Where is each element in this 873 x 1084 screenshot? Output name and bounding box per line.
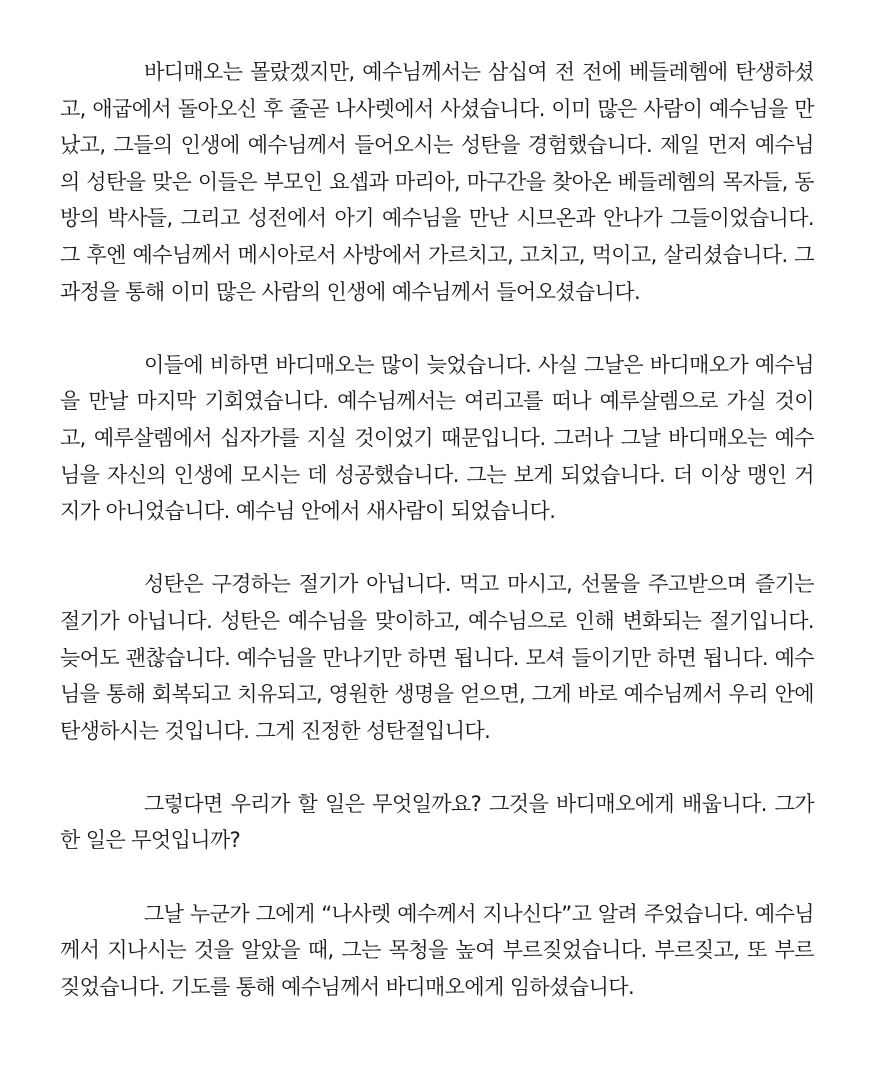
- paragraph-5: 그날 누군가 그에게 “나사렛 예수께서 지나신다”고 알려 주었습니다. 예수님께서 지나시는 것을 알았을 때, 그는 목청을 높여 부르짖었습니다. 부르짖고, 또 부르짖었습니다. 기도를 통해 예수님께서 바디매오에게 임하셨습니다.: [60, 901, 814, 999]
- paragraph-1: 바디매오는 몰랐겠지만, 예수님께서는 삼십여 전 전에 베들레헴에 탄생하셨고, 애굽에서 돌아오신 후 줄곧 나사렛에서 사셨습니다. 이미 많은 사람이 예수님을 만났고, 그들의 인생에 예수님께서 들어오시는 성탄을 경험했습니다. 제일 먼저 예수님의 성탄을 맞은 이들은 부모인 요셉과 마리아, 마구간을 찾아온 베들레헴의 목자들, 동방의 박사들, 그리고 성전에서 아기 예수님을 만난 시므온과 안나가 그들이었습니다. 그 후엔 예수님께서 메시아로서 사방에서 가르치고, 고치고, 먹이고, 살리셨습니다. 그 과정을 통해 이미 많은 사람의 인생에 예수님께서 들어오셨습니다.: [60, 60, 814, 304]
- document-body: [60, 54, 814, 1005]
- paragraph-2: 이들에 비하면 바디매오는 많이 늦었습니다. 사실 그날은 바디매오가 예수님을 만날 마지막 기회였습니다. 예수님께서는 여리고를 떠나 예루살렘으로 가실 것이고, 예루살렘에서 십자가를 지실 것이었기 때문입니다. 그러나 그날 바디매오는 예수님을 자신의 인생에 모시는 데 성공했습니다. 그는 보게 되었습니다. 더 이상 맹인 거지가 아니었습니다. 예수님 안에서 새사람이 되었습니다.: [60, 352, 814, 524]
- paragraph-4: 그렇다면 우리가 할 일은 무엇일까요? 그것을 바디매오에게 배웁니다. 그가 한 일은 무엇입니까?: [60, 791, 814, 853]
- paragraph-3: 성탄은 구경하는 절기가 아닙니다. 먹고 마시고, 선물을 주고받으며 즐기는 절기가 아닙니다. 성탄은 예수님을 맞이하고, 예수님으로 인해 변화되는 절기입니다. 늦어도 괜찮습니다. 예수님을 만나기만 하면 됩니다. 모셔 들이기만 하면 됩니다. 예수님을 통해 회복되고 치유되고, 영원한 생명을 얻으면, 그게 바로 예수님께서 우리 안에 탄생하시는 것입니다. 그게 진정한 성탄절입니다.: [60, 572, 814, 743]
